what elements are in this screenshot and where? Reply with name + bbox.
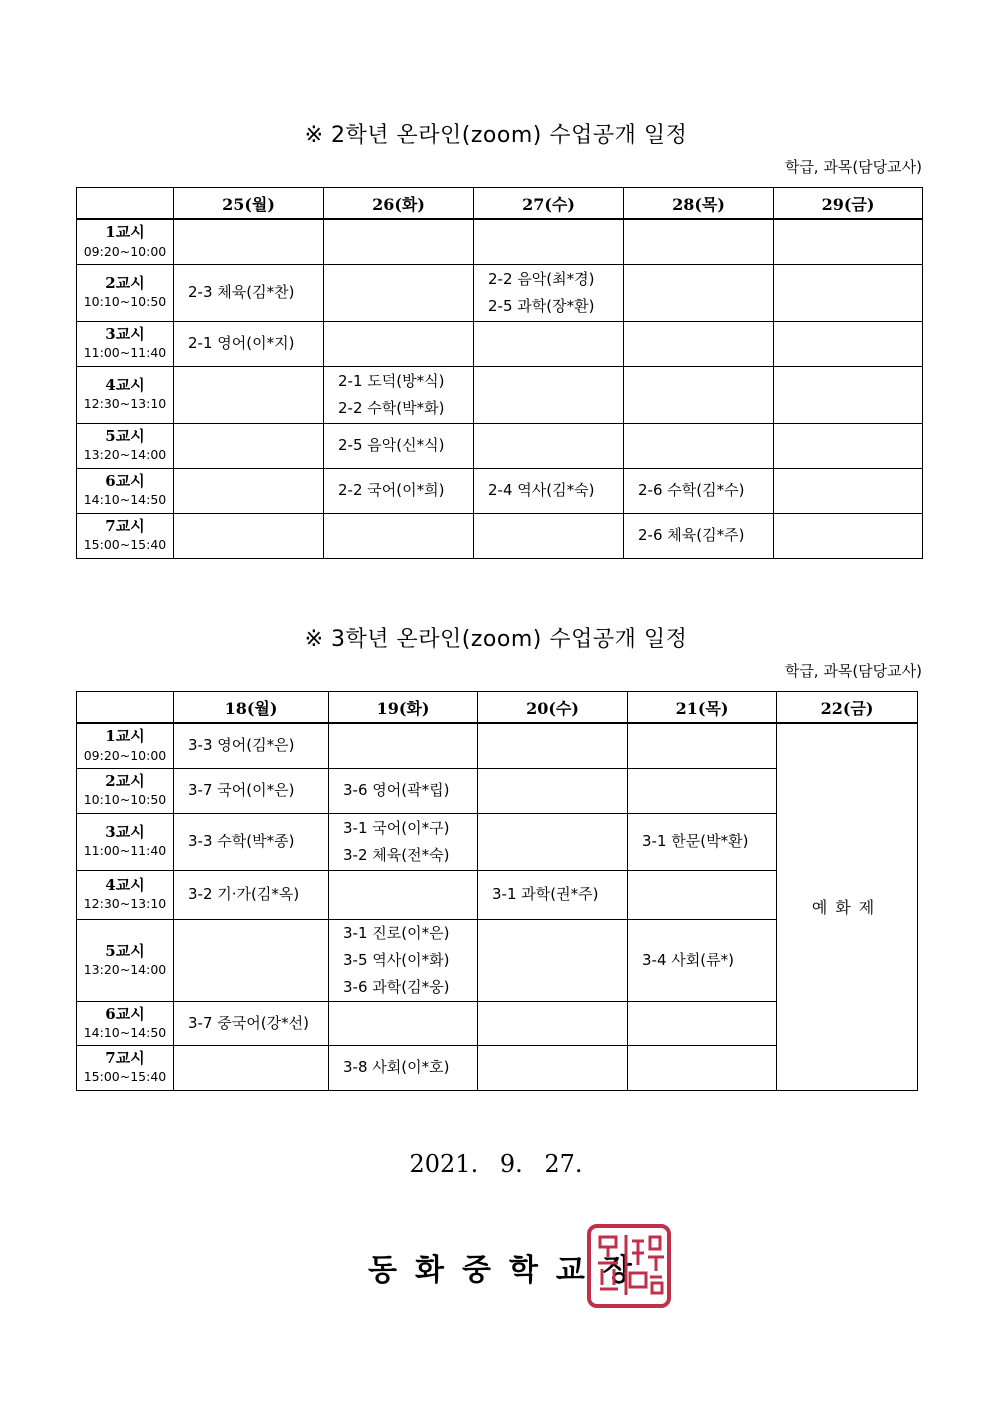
seal-glyphs [598, 1235, 664, 1295]
day-header: 19(화) [329, 692, 478, 724]
day-header: 26(화) [324, 188, 474, 220]
class-entry: 2-5 과학(장*환) [488, 296, 595, 315]
schedule-cell [774, 264, 923, 321]
class-entry: 2-2 수학(박*화) [338, 398, 445, 417]
class-entry: 3-8 사회(이*호) [343, 1058, 450, 1076]
schedule-cell [624, 366, 774, 423]
period-time: 09:20~10:00 [83, 747, 167, 763]
period-name: 1교시 [105, 727, 145, 746]
period-cell [77, 264, 174, 321]
period-row [77, 321, 923, 366]
period-cell [77, 870, 174, 919]
class-entry: 3-1 국어(이*구) [343, 818, 450, 837]
class-entry: 2-4 역사(김*숙) [488, 481, 595, 499]
schedule-cell [174, 321, 324, 366]
class-entry: 3-6 과학(김*웅) [343, 977, 450, 996]
period-cell [77, 919, 174, 1001]
period-name: 3교시 [105, 325, 145, 344]
period-cell [77, 768, 174, 813]
period-name: 5교시 [105, 941, 145, 960]
schedule-cell [174, 513, 324, 558]
period-cell [77, 813, 174, 870]
festival-cell: 예화제 [777, 723, 918, 1090]
period-cell [77, 366, 174, 423]
schedule-cell [174, 423, 324, 468]
grade2-title: ※ 2학년 온라인(zoom) 수업공개 일정 [304, 123, 688, 148]
class-entry: 3-6 영어(곽*립) [343, 781, 450, 799]
period-time: 14:10~14:50 [83, 492, 167, 508]
period-row [77, 219, 923, 264]
grade3-schedule-table [76, 691, 918, 1091]
schedule-cell [174, 366, 324, 423]
class-entry: 2-1 영어(이*지) [188, 334, 295, 352]
schedule-cell [474, 321, 624, 366]
schedule-cell [774, 468, 923, 513]
schedule-cell [174, 768, 329, 813]
schedule-cell [624, 423, 774, 468]
day-header: 27(수) [474, 188, 624, 220]
schedule-cell [174, 1045, 329, 1090]
class-entry: 2-6 체육(김*주) [638, 526, 745, 544]
period-cell [77, 1001, 174, 1045]
schedule-cell [329, 870, 478, 919]
period-row [77, 264, 923, 321]
schedule-cell [774, 423, 923, 468]
grade2-note: 학급, 과목(담당교사) [784, 158, 922, 176]
period-row [77, 723, 918, 768]
class-entry: 2-1 도덕(방*식) [338, 371, 445, 390]
class-entry: 3-3 수학(박*종) [188, 832, 295, 850]
day-header: 28(목) [624, 188, 774, 220]
schedule-cell [478, 1045, 628, 1090]
period-cell [77, 513, 174, 558]
period-cell [77, 1045, 174, 1090]
schedule-cell [174, 919, 329, 1001]
period-name: 7교시 [105, 1049, 145, 1068]
schedule-cell [324, 513, 474, 558]
corner-cell [77, 692, 174, 724]
schedule-cell [478, 870, 628, 919]
class-entry: 3-1 진로(이*은) [343, 923, 450, 942]
class-entry: 2-5 음악(신*식) [338, 436, 445, 454]
schedule-cell [478, 723, 628, 768]
class-entry: 3-3 영어(김*은) [188, 736, 295, 755]
period-name: 1교시 [105, 223, 145, 242]
schedule-cell [329, 1045, 478, 1090]
period-time: 15:00~15:40 [83, 537, 167, 553]
period-row [77, 423, 923, 468]
schedule-cell [174, 870, 329, 919]
class-entry: 2-6 수학(김*수) [638, 481, 745, 499]
period-cell [77, 219, 174, 264]
schedule-cell [628, 813, 777, 870]
school-principal-name: 동화중학교장 [368, 1253, 650, 1288]
schedule-cell [174, 264, 324, 321]
schedule-cell [329, 723, 478, 768]
schedule-cell [174, 813, 329, 870]
period-row [77, 468, 923, 513]
class-entry: 3-4 사회(류*) [642, 950, 734, 969]
day-header: 29(금) [774, 188, 923, 220]
class-entry: 2-2 국어(이*희) [338, 481, 445, 499]
schedule-cell [624, 513, 774, 558]
period-row [77, 513, 923, 558]
period-name: 4교시 [105, 876, 145, 895]
day-header: 20(수) [478, 692, 628, 724]
day-header: 25(월) [174, 188, 324, 220]
schedule-cell [774, 321, 923, 366]
period-time: 15:00~15:40 [83, 1069, 167, 1085]
period-name: 3교시 [105, 823, 145, 842]
schedule-cell [628, 870, 777, 919]
class-entry: 3-1 과학(권*주) [492, 885, 599, 903]
schedule-cell [329, 768, 478, 813]
period-time: 11:00~11:40 [83, 843, 167, 859]
grade3-header-row [77, 692, 918, 724]
grade2-header-row [77, 188, 923, 220]
schedule-cell [478, 768, 628, 813]
class-entry: 3-2 체육(전*숙) [343, 845, 450, 864]
schedule-cell [774, 513, 923, 558]
period-cell [77, 423, 174, 468]
class-entry: 3-1 한문(박*환) [642, 832, 749, 850]
class-entry: 3-2 기·가(김*옥) [188, 885, 300, 903]
schedule-cell [174, 723, 329, 768]
class-entry: 3-7 중국어(강*선) [188, 1013, 309, 1032]
schedule-cell [474, 423, 624, 468]
schedule-cell [324, 468, 474, 513]
period-name: 6교시 [105, 1004, 145, 1023]
schedule-cell [478, 1001, 628, 1045]
schedule-cell [474, 219, 624, 264]
schedule-cell [474, 513, 624, 558]
period-cell [77, 468, 174, 513]
schedule-cell [478, 919, 628, 1001]
schedule-cell [324, 423, 474, 468]
schedule-cell [174, 219, 324, 264]
schedule-cell [174, 468, 324, 513]
class-entry: 2-3 체육(김*찬) [188, 283, 295, 301]
class-entry: 3-5 역사(이*화) [343, 950, 450, 969]
grade3-title: ※ 3학년 온라인(zoom) 수업공개 일정 [304, 627, 688, 652]
schedule-cell [628, 768, 777, 813]
schedule-cell [624, 321, 774, 366]
period-cell [77, 723, 174, 768]
schedule-cell [174, 1001, 329, 1045]
period-row [77, 366, 923, 423]
document-date: 2021. 9. 27. [409, 1150, 583, 1178]
period-cell [77, 321, 174, 366]
period-name: 6교시 [105, 472, 145, 491]
schedule-cell [628, 919, 777, 1001]
schedule-cell [474, 264, 624, 321]
schedule-cell [324, 264, 474, 321]
schedule-cell [329, 919, 478, 1001]
period-time: 12:30~13:10 [83, 896, 167, 912]
schedule-cell [774, 219, 923, 264]
period-time: 13:20~14:00 [83, 447, 167, 463]
period-name: 7교시 [105, 517, 145, 536]
schedule-cell [624, 219, 774, 264]
official-seal-stamp [586, 1223, 672, 1309]
period-time: 14:10~14:50 [83, 1024, 167, 1040]
period-time: 09:20~10:00 [83, 243, 167, 259]
schedule-cell [324, 321, 474, 366]
schedule-cell [474, 366, 624, 423]
period-time: 11:00~11:40 [83, 345, 167, 361]
schedule-cell [628, 1001, 777, 1045]
schedule-cell [478, 813, 628, 870]
class-entry: 2-2 음악(최*경) [488, 269, 595, 288]
period-time: 10:10~10:50 [83, 294, 167, 310]
period-name: 2교시 [105, 274, 145, 293]
schedule-cell [624, 264, 774, 321]
period-time: 12:30~13:10 [83, 396, 167, 412]
period-time: 13:20~14:00 [83, 961, 167, 977]
schedule-cell [324, 366, 474, 423]
grade2-schedule-table [76, 187, 923, 559]
schedule-cell [628, 1045, 777, 1090]
period-name: 4교시 [105, 376, 145, 395]
corner-cell [77, 188, 174, 220]
schedule-cell [774, 366, 923, 423]
grade3-note: 학급, 과목(담당교사) [784, 662, 922, 680]
period-name: 5교시 [105, 427, 145, 446]
period-time: 10:10~10:50 [83, 792, 167, 808]
day-header: 18(월) [174, 692, 329, 724]
schedule-cell [474, 468, 624, 513]
day-header: 22(금) [777, 692, 918, 724]
class-entry: 3-7 국어(이*은) [188, 781, 295, 799]
schedule-cell [324, 219, 474, 264]
schedule-cell [624, 468, 774, 513]
period-name: 2교시 [105, 772, 145, 791]
schedule-cell [628, 723, 777, 768]
schedule-cell [329, 1001, 478, 1045]
day-header: 21(목) [628, 692, 777, 724]
schedule-cell [329, 813, 478, 870]
